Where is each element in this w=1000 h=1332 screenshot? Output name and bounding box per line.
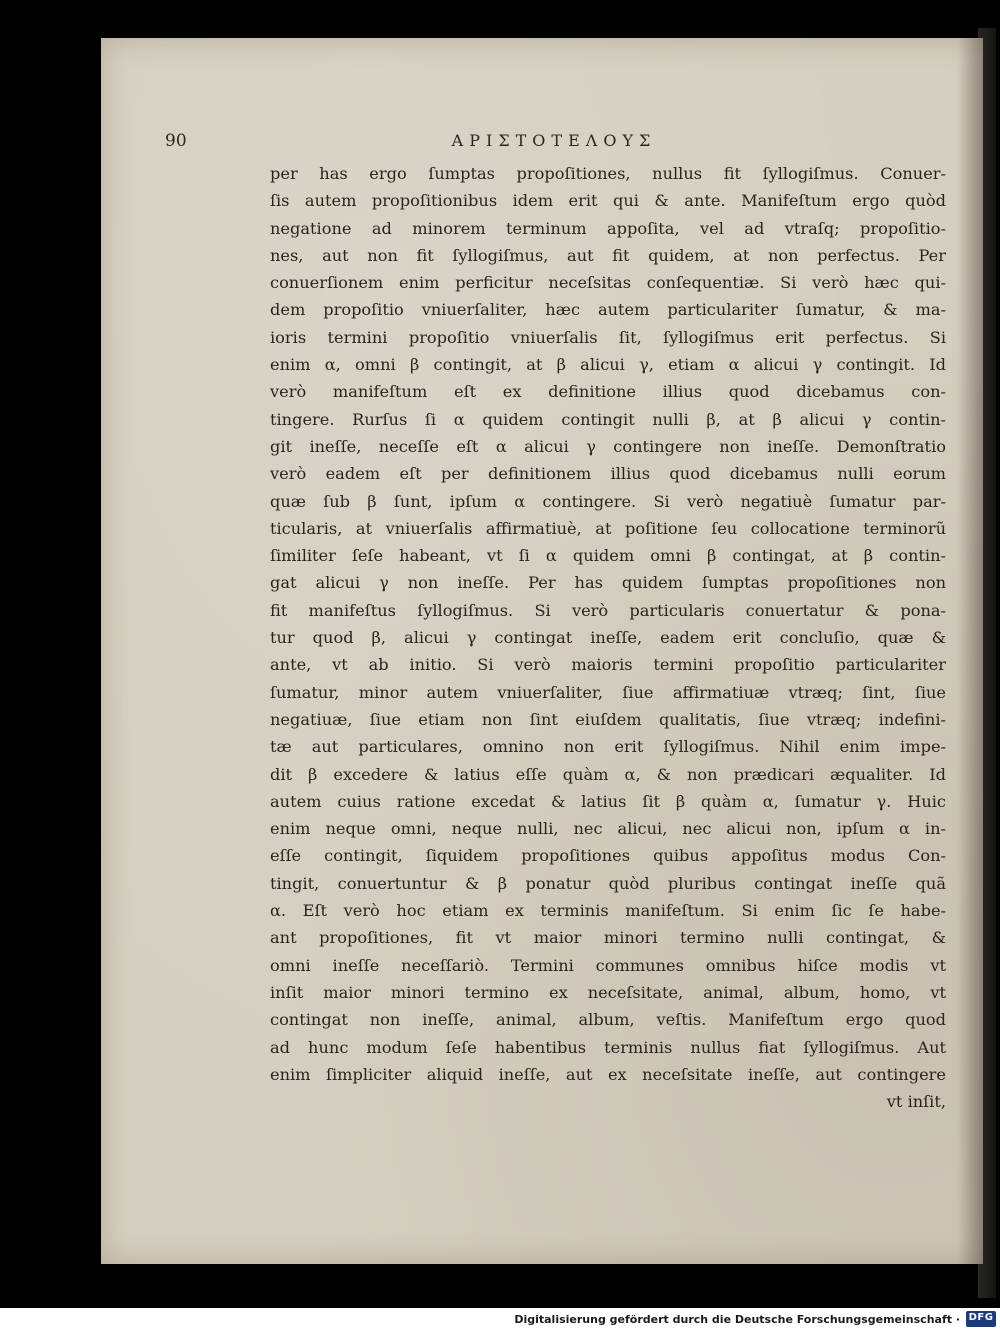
text-line: contingat non ineſſe, animal, album, veſtis. Manifeſtum ergo quod — [270, 1010, 946, 1030]
text-line: conuerſionem enim perficitur neceſsitas conſequentiæ. Si verò hæc qui- — [270, 273, 946, 293]
page-gutter-shadow — [957, 38, 983, 1264]
text-line: α. Eſt verò hoc etiam ex terminis manifeſtum. Si enim ſic ſe habe- — [270, 901, 946, 921]
text-line: quæ ſub β ſunt, ipſum α contingere. Si verò negatiuè ſumatur par- — [270, 491, 946, 511]
text-line: inſit maior minori termino ex neceſsitate, animal, album, homo, vt — [270, 982, 946, 1002]
text-line: dem propoſitio vniuerſaliter, hæc autem particulariter ſumatur, & ma- — [270, 300, 946, 320]
text-line: enim ſimpliciter aliquid ineſſe, aut ex neceſsitate ineſſe, aut contingere — [270, 1064, 946, 1084]
text-line: ticularis, at vniuerſalis affirmatiuè, at poſitione ſeu collocatione terminorũ — [270, 518, 946, 538]
text-line: ante, vt ab initio. Si verò maioris termini propoſitio particulariter — [270, 655, 946, 675]
text-line: eſſe contingit, ſiquidem propoſitiones quibus appoſitus modus Con- — [270, 846, 946, 866]
page-header — [165, 131, 943, 159]
text-line: verò eadem eſt per definitionem illius quod dicebamus nulli eorum — [270, 464, 946, 484]
footer-bar — [0, 1308, 1000, 1332]
text-line: ad hunc modum ſeſe habentibus terminis nullus fiat ſyllogiſmus. Aut — [270, 1037, 946, 1057]
text-line: enim α, omni β contingit, at β alicui γ, etiam α alicui γ contingit. Id — [270, 355, 946, 375]
text-line: ſis autem propoſitionibus idem erit qui & ante. Manifeſtum ergo quòd — [270, 191, 946, 211]
text-line: tæ aut particulares, omnino non erit ſyllogiſmus. Nihil enim impe- — [270, 737, 946, 757]
text-line: ſumatur, minor autem vniuerſaliter, ſiue affirmatiuæ vtræq; ſint, ſiue — [270, 682, 946, 702]
text-line: tingere. Rurſus ſi α quidem contingit nulli β, at β alicui γ contin- — [270, 409, 946, 429]
body-text — [270, 160, 946, 1115]
text-line: verò manifeſtum eſt ex definitione illius quod dicebamus con- — [270, 382, 946, 402]
page-number: 90 — [165, 131, 187, 151]
dfg-logo-text: DFG — [968, 1312, 994, 1323]
text-line: dit β excedere & latius eſſe quàm α, & non prædicari æqualiter. Id — [270, 764, 946, 784]
text-line: tur quod β, alicui γ contingat ineſſe, eadem erit concluſio, quæ & — [270, 628, 946, 648]
text-line: vt inſit, — [886, 1092, 946, 1112]
running-title: ΑΡΙΣΤΟΤΕΛΟΥΣ — [451, 131, 657, 150]
text-line: ioris termini propoſitio vniuerſalis ſit, ſyllogiſmus erit perfectus. Si — [270, 327, 946, 347]
text-line: ant propoſitiones, fit vt maior minori termino nulli contingat, & — [270, 928, 946, 948]
text-line: negatione ad minorem terminum appoſita, vel ad vtraſq; propoſitio- — [270, 218, 946, 238]
text-line: per has ergo ſumptas propoſitiones, nullus fit ſyllogiſmus. Conuer- — [270, 164, 946, 183]
text-line: enim neque omni, neque nulli, nec alicui, nec alicui non, ipſum α in- — [270, 819, 946, 839]
text-line: omni ineſſe neceſſariò. Termini communes omnibus hiſce modis vt — [270, 955, 946, 975]
text-line: nes, aut non fit ſyllogiſmus, aut fit quidem, at non perfectus. Per — [270, 245, 946, 265]
funding-credit: Digitalisierung gefördert durch die Deutsche Forschungsgemeinschaft · — [514, 1313, 960, 1326]
text-line: git ineſſe, neceſſe eſt α alicui γ contingere non ineſſe. Demonſtratio — [270, 436, 946, 456]
dfg-logo — [966, 1311, 996, 1327]
text-line: fit manifeſtus ſyllogiſmus. Si verò particularis conuertatur & pona- — [270, 600, 946, 620]
text-line: tingit, conuertuntur & β ponatur quòd pluribus contingat ineſſe quã — [270, 873, 946, 893]
text-line: ſimiliter ſeſe habeant, vt ſi α quidem omni β contingat, at β contin- — [270, 546, 946, 566]
text-line: autem cuius ratione excedat & latius ſit β quàm α, ſumatur γ. Huic — [270, 791, 946, 811]
text-line: gat alicui γ non ineſſe. Per has quidem ſumptas propoſitiones non — [270, 573, 946, 593]
text-line: negatiuæ, ſiue etiam non ſint eiuſdem qualitatis, ſiue vtræq; indefini- — [270, 709, 946, 729]
